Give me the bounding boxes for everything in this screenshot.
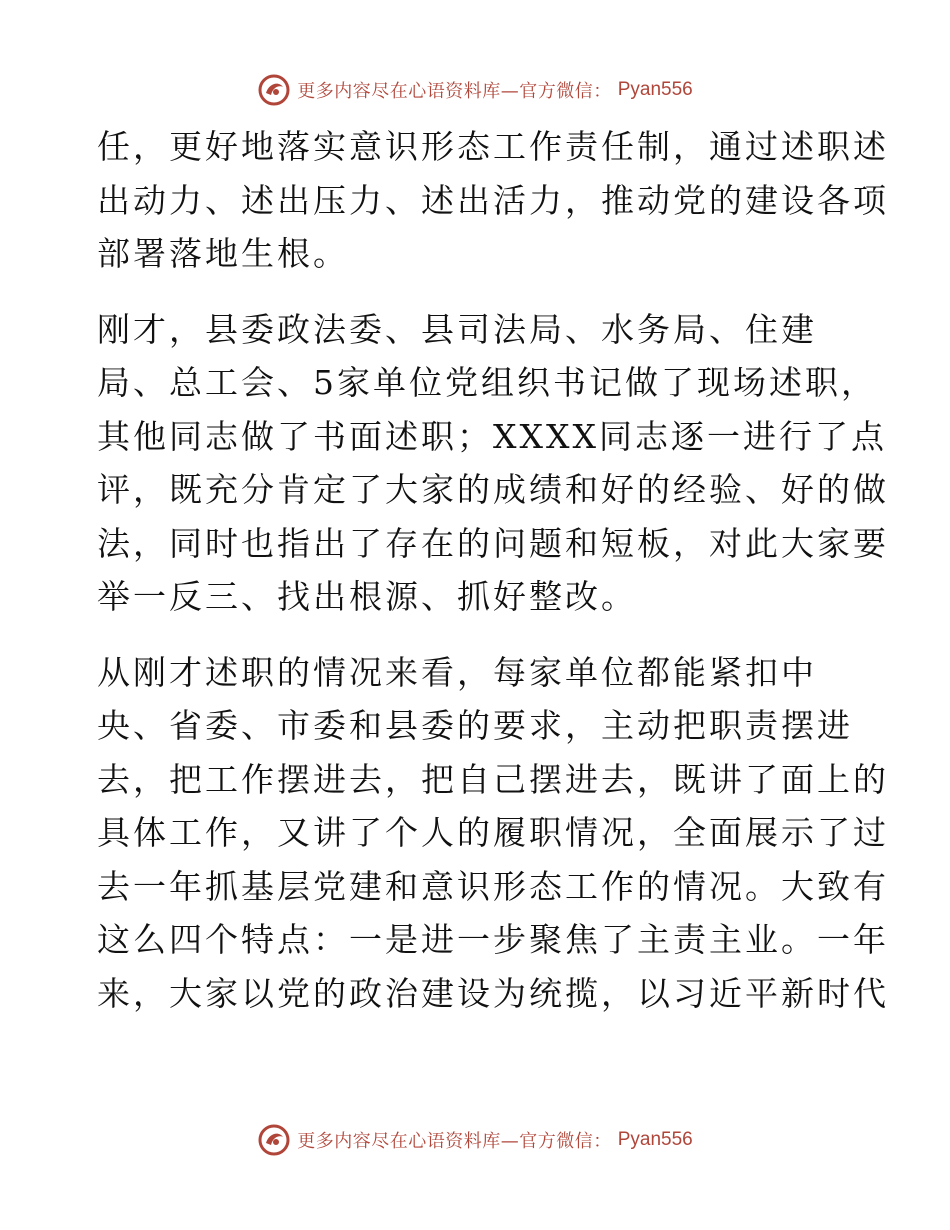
document-body bbox=[97, 120, 889, 1020]
text-line: 刚才，县委政法委、县司法局、水务局、住建 bbox=[97, 309, 817, 349]
text-line: 出动力、述出压力、述出活力，推动党的建设各项 bbox=[97, 180, 889, 220]
text-line: 评，既充分肯定了大家的成绩和好的经验、好的做 bbox=[97, 470, 889, 509]
text-line: 央、省委、市委和县委的要求，主动把职责摆进 bbox=[97, 706, 853, 745]
text-line: 部署落地生根。 bbox=[97, 234, 349, 273]
watermark-wechat-id: Pyan556 bbox=[617, 79, 693, 100]
text-line: 这么四个特点：一是进一步聚焦了主责主业。一年 bbox=[97, 920, 889, 959]
footer-watermark bbox=[0, 1120, 950, 1160]
text-line: 从刚才述职的情况来看，每家单位都能紧扣中 bbox=[97, 652, 817, 692]
paragraph-1 bbox=[97, 120, 889, 281]
text-line: 具体工作，又讲了个人的履职情况，全面展示了过 bbox=[97, 813, 889, 852]
paragraph-3 bbox=[97, 646, 889, 1021]
text-line: 去，把工作摆进去，把自己摆进去，既讲了面上的 bbox=[97, 759, 889, 799]
swirl-logo-icon bbox=[257, 73, 291, 107]
watermark-wechat-id: Pyan556 bbox=[617, 1129, 693, 1150]
text-line: 其他同志做了书面述职；XXXX同志逐一进行了点 bbox=[97, 416, 887, 456]
text-line: 任，更好地落实意识形态工作责任制，通过述职述 bbox=[97, 127, 889, 166]
text-line: 来，大家以党的政治建设为统揽，以习近平新时代 bbox=[97, 973, 889, 1013]
watermark-text: 更多内容尽在心语资料库—官方微信： bbox=[297, 81, 612, 102]
text-line: 去一年抓基层党建和意识形态工作的情况。大致有 bbox=[97, 866, 889, 906]
text-line: 局、总工会、5家单位党组织书记做了现场述职， bbox=[97, 363, 877, 402]
paragraph-2 bbox=[97, 303, 889, 624]
text-line: 举一反三、找出根源、抓好整改。 bbox=[97, 577, 637, 616]
header-watermark bbox=[0, 70, 950, 110]
watermark-text: 更多内容尽在心语资料库—官方微信： bbox=[297, 1131, 612, 1152]
text-line: 法，同时也指出了存在的问题和短板，对此大家要 bbox=[97, 523, 889, 563]
swirl-logo-icon bbox=[257, 1123, 291, 1157]
